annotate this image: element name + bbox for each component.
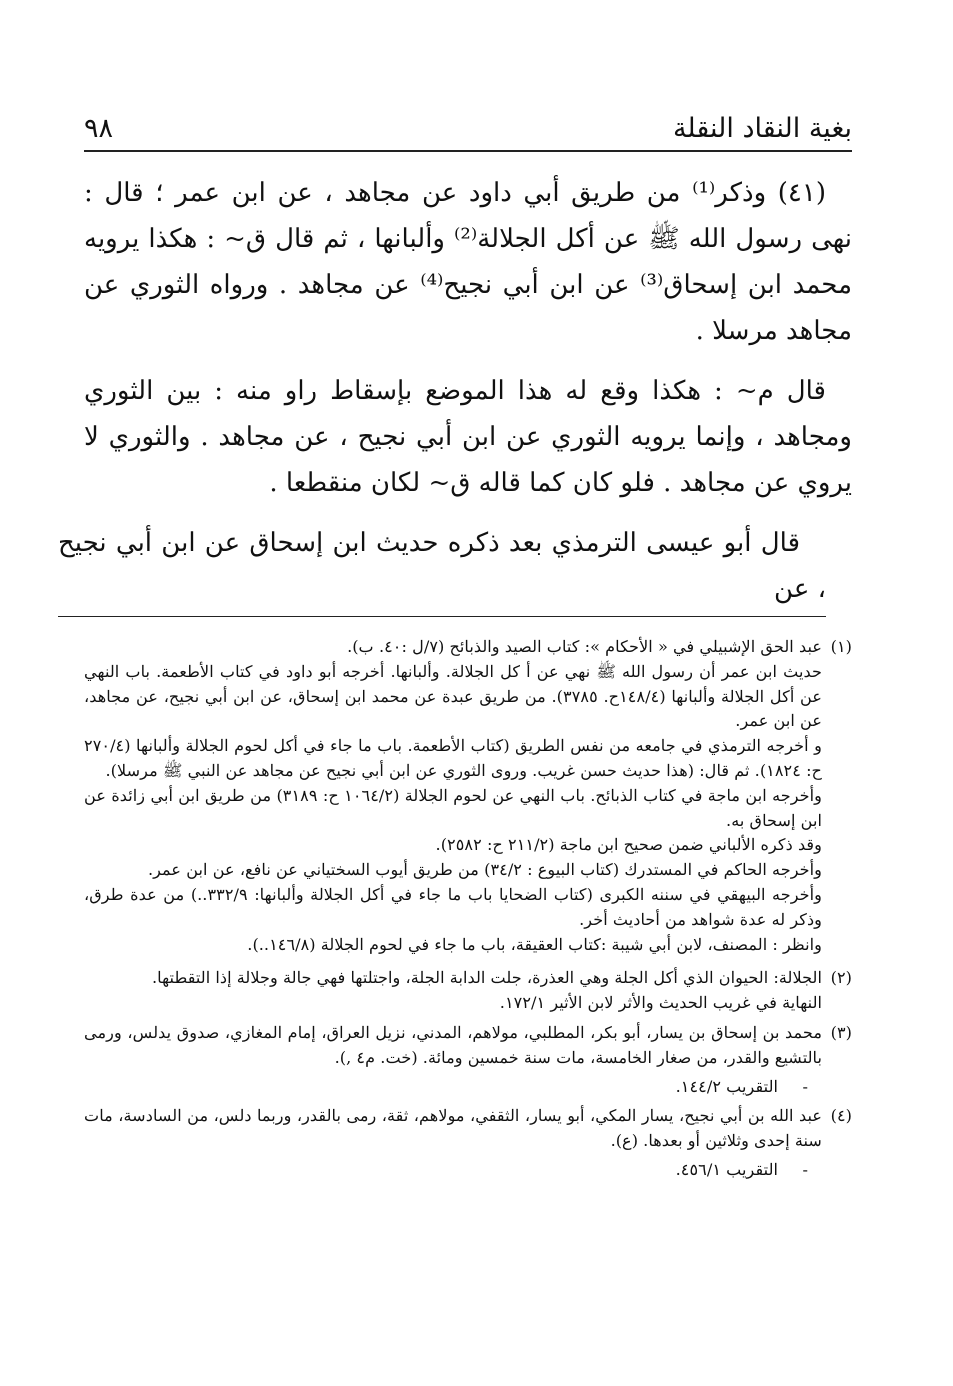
footnote-line: عبد الحق الإشبيلي في « الأحكام »: كتاب الصيد والذبائح (٧/ل :٤٠. ب). — [347, 637, 822, 656]
footnote-line: وانظر : المصنف، لابن أبي شيبة :كتاب العقيقة، باب ما جاء في لحوم الجلالة (١٤٦/٨..). — [247, 934, 822, 954]
footnote-ref-line — [84, 1158, 822, 1183]
continuation-line: قال أبو عيسى الترمذي بعد ذكره حديث ابن إسحاق عن ابن أبي نجيح ، عن — [58, 520, 826, 617]
footnote-number: (٢) — [830, 968, 852, 988]
footnote-ref-line — [84, 1075, 822, 1100]
footnote-line: الجلالة: الحيوان الذي أكل الجلة وهي العذرة، جلت الدابة الجلة، واجتلتها فهي جالة وجلالة إذا التقطتها. — [152, 968, 822, 988]
footnote-line: حديث ابن عمر أن رسول الله ﷺ نهي عن أ كل الجلالة. وألبانها. أخرجه أبو داود في كتاب الأطعمة. باب النهي عن أكل الجلالة وألبانها (١٤٨/٤ح. ٣٧٨٥). من طريق عبدة عن محمد ابن إسحاق، عن ابن أبي نجيح، عن مجاهد، عن ابن عمر. — [84, 661, 822, 731]
footnote-line: عبد الله بن أبي نجيح، يسار المكي، أبو يسار، الثقفي، مولاهم، ثقة، رمى بالقدر، وربما دلس، من السادسة، مات سنة إحدى وثلاثين أو بعدها. (ع). — [84, 1106, 822, 1151]
footnote-number: (٤) — [830, 1106, 852, 1126]
footnote-number: (١) — [830, 637, 852, 656]
footnote-line: محمد بن إسحاق بن يسار، أبو بكر، المطلبي، مولاهم، المدني، نزيل العراق، إمام المغازي، صدوق يدلس، ورمى بالتشيع والقدر، من صغار الخامسة، مات سنة خمسين ومائة. (خت. م٤ ,). — [84, 1022, 822, 1067]
footnotes — [84, 635, 852, 1183]
footnote-dash: - — [802, 1076, 808, 1096]
paragraph: (٤١) وذكر⁽¹⁾ من طريق أبي داود عن مجاهد ، عن ابن عمر ؛ قال : نهى رسول الله ﷺ عن أكل الجلالة⁽²⁾ وألبانها ، ثم قال ق~ : هكذا يرويه محمد ابن إسحاق⁽³⁾ عن ابن أبي نجيح⁽⁴⁾ عن مجاهد . ورواه الثوري عن مجاهد مرسلا . — [84, 178, 853, 346]
footnote-3 — [84, 1021, 852, 1099]
main-text — [58, 170, 853, 617]
paragraph: قال م~ : هكذا وقع له هذا الموضع بإسقاط راو منه : بين الثوري ومجاهد ، وإنما يرويه الثوري عن ابن أبي نجيح ، عن مجاهد . والثوري لا يروي عن مجاهد . فلو كان كما قاله ق~ لكان منقطعا . — [84, 376, 852, 498]
footnote-line: و أخرجه الترمذي في جامعه من نفس الطريق (كتاب الأطعمة. باب ما جاء في أكل لحوم الجلالة وألبانها (٢٧٠/٤ ح: ١٨٢٤). ثم قال: (هذا حديث حسن غريب. وروى الثوري عن ابن أبي نجيح عن مجاهد عن النبي ﷺ مرسلا). — [84, 736, 822, 780]
footnote-4 — [84, 1104, 852, 1182]
footnote-line: وأخرجه البيهقي في سننه الكبرى (كتاب الضحايا باب ما جاء في أكل الجلالة وألبانها: ٣٣٢/٩..) من عدة طرق، وذكر له عدة شواهد من أحاديث أخر. — [84, 884, 822, 929]
page — [58, 100, 853, 1188]
footnote-line: وأخرجه ابن ماجة في كتاب الذبائح. باب النهي عن لحوم الجلالة (١٠٦٤/٢ ح: ٣١٨٩) من طريق ابن أبي زائدة عن ابن إسحاق به. — [84, 785, 823, 830]
footnote-ref: التقريب ٤٥٦/١. — [675, 1159, 778, 1179]
footnote-line: وأخرجه الحاكم في المستدرك (كتاب البيوع : ٣٤/٢) من طريق أيوب السختياني عن نافع، عن ابن عمر. — [147, 860, 822, 880]
footnote-number: (٣) — [830, 1022, 852, 1042]
footnote-2 — [84, 966, 852, 1016]
paragraph-continuation — [58, 520, 852, 617]
footnote-line: النهاية في غريب الحديث والأثر لابن الأثير ١٧٢/١. — [499, 993, 822, 1013]
book-title: بغية النقاد النقلة — [672, 113, 852, 144]
footnote-ref: التقريب ١٤٤/٢. — [675, 1076, 778, 1096]
footnote-dash: - — [802, 1159, 808, 1179]
page-header — [84, 100, 852, 152]
footnote-line: وقد ذكره الألباني ضمن صحيح ابن ماجة (٢١١/٢ ح: ٢٥٨٢). — [435, 835, 822, 855]
footnote-1 — [84, 635, 852, 961]
page-number: ٩٨ — [84, 113, 114, 144]
